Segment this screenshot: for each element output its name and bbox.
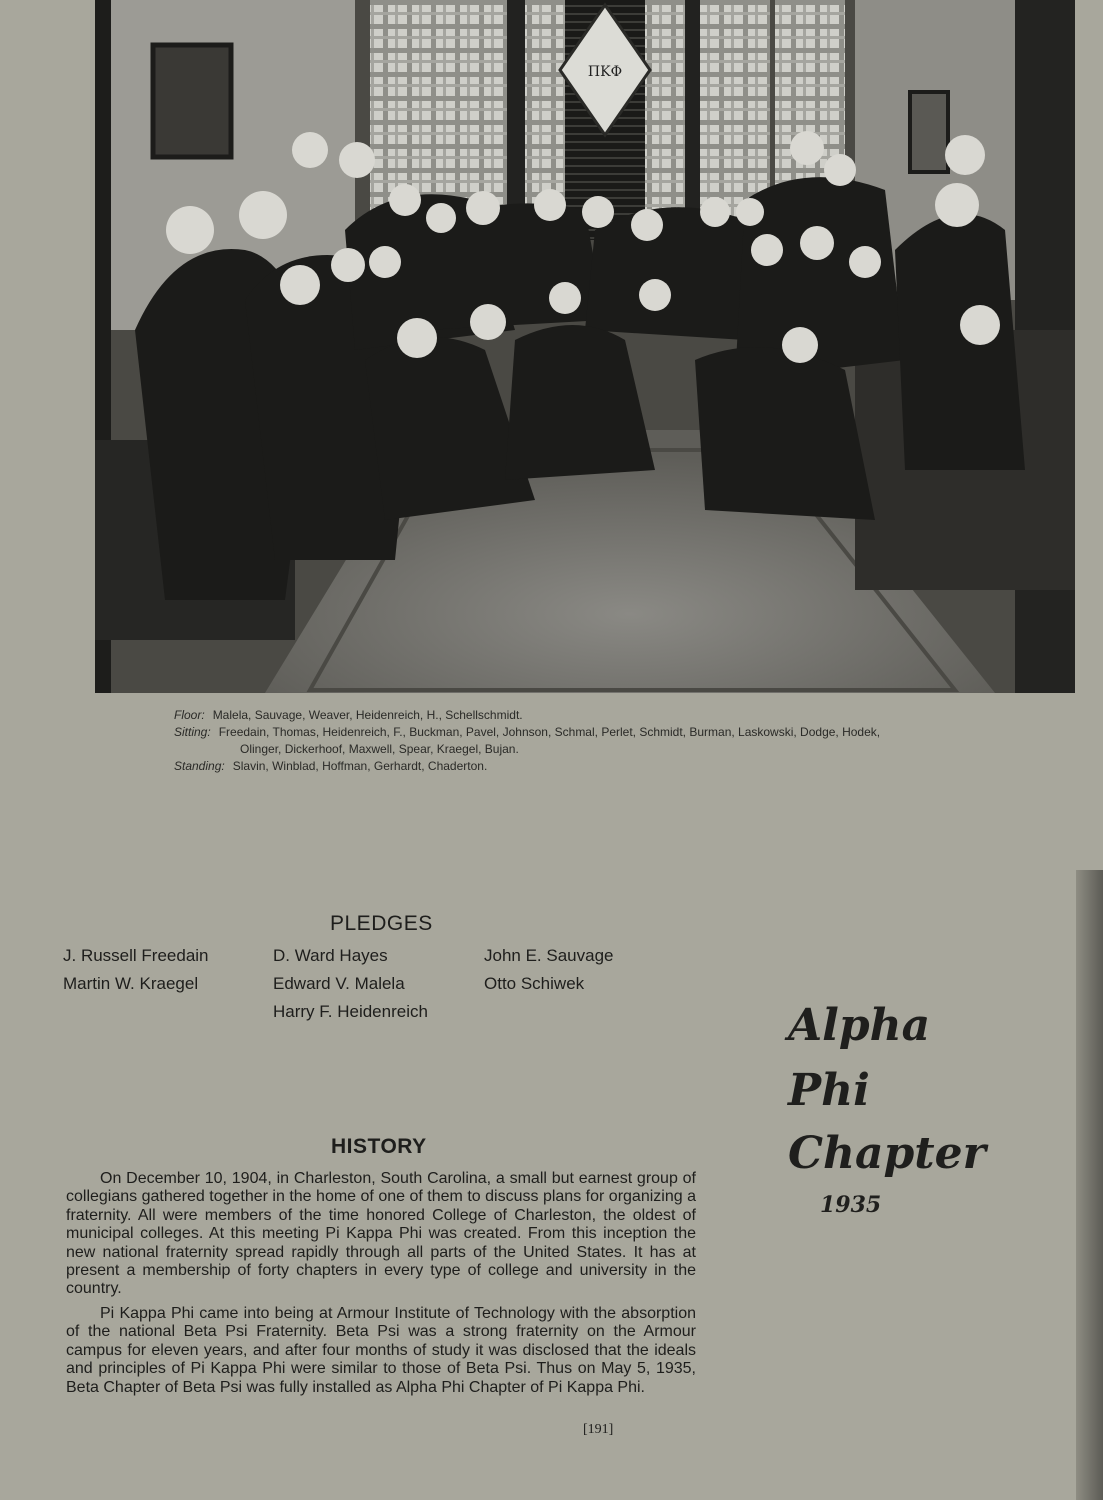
history-paragraph-1: On December 10, 1904, in Charleston, South Carolina, a small but earnest group of collegians gathered together in the home of one of them to discuss plans for organizing a fraternity. All were members of the time honored College of Charleston, the oldest of municipal colleges. At this meeting Pi Kappa Phi was created. From this inception the new national fraternity spread rapidly through all parts of the United States. It has at present a membership of forty chapters in every type of college and university in the country.: [66, 1170, 696, 1298]
pledge-name: D. Ward Hayes: [273, 946, 388, 965]
history-heading: HISTORY: [331, 1135, 427, 1158]
caption-sitting-label: Sitting:: [174, 725, 211, 739]
pledges-heading: PLEDGES: [330, 912, 433, 935]
caption-sitting-continued: [174, 741, 1044, 758]
caption-sitting-names: Freedain, Thomas, Heidenreich, F., Buckman, Pavel, Johnson, Schmal, Perlet, Schmidt, Burman, Laskowski, Dodge, Hodek,: [218, 725, 881, 739]
chapter-year: 1935: [820, 1192, 882, 1218]
chapter-title-line1: Alpha: [788, 1000, 931, 1051]
history-paragraph-2: Pi Kappa Phi came into being at Armour Institute of Technology with the absorption of the national Beta Psi Fraternity. Beta Psi was a strong fraternity on the Armour campus for eleven years, and after four months of study it was disclosed that the ideals and principles of Pi Kappa Phi were similar to those of Beta Psi. Thus on May 5, 1935, Beta Chapter of Beta Psi was fully installed as Alpha Phi Chapter of Pi Kappa Phi.: [66, 1305, 696, 1396]
caption-floor-label: Floor:: [174, 708, 205, 722]
page-edge: [1076, 870, 1103, 1500]
pledge-name: Harry F. Heidenreich: [273, 1002, 428, 1021]
caption-standing-names: Slavin, Winblad, Hoffman, Gerhardt, Chaderton.: [232, 759, 488, 773]
caption-standing-label: Standing:: [174, 759, 225, 773]
photo-caption: [174, 707, 1044, 775]
pledge-name: John E. Sauvage: [484, 946, 614, 965]
chapter-title-line2: Phi: [788, 1065, 870, 1116]
group-photo: [95, 0, 1075, 693]
pledge-name: Martin W. Kraegel: [63, 974, 199, 993]
pledge-name: Edward V. Malela: [273, 974, 405, 993]
pledge-name: J. Russell Freedain: [63, 946, 209, 965]
caption-sitting-line: [174, 724, 1044, 741]
svg-text:ΠΚΦ: ΠΚΦ: [587, 64, 623, 80]
caption-floor-line: [174, 707, 1044, 724]
pledge-name: Otto Schiwek: [484, 974, 585, 993]
caption-sitting-names-2: Olinger, Dickerhoof, Maxwell, Spear, Kraegel, Bujan.: [240, 742, 519, 756]
caption-floor-names: Malela, Sauvage, Weaver, Heidenreich, H., Schellschmidt.: [212, 708, 523, 722]
chapter-title-line3: Chapter: [788, 1128, 986, 1179]
page-number: [191]: [583, 1422, 614, 1437]
caption-standing-line: [174, 758, 1044, 775]
